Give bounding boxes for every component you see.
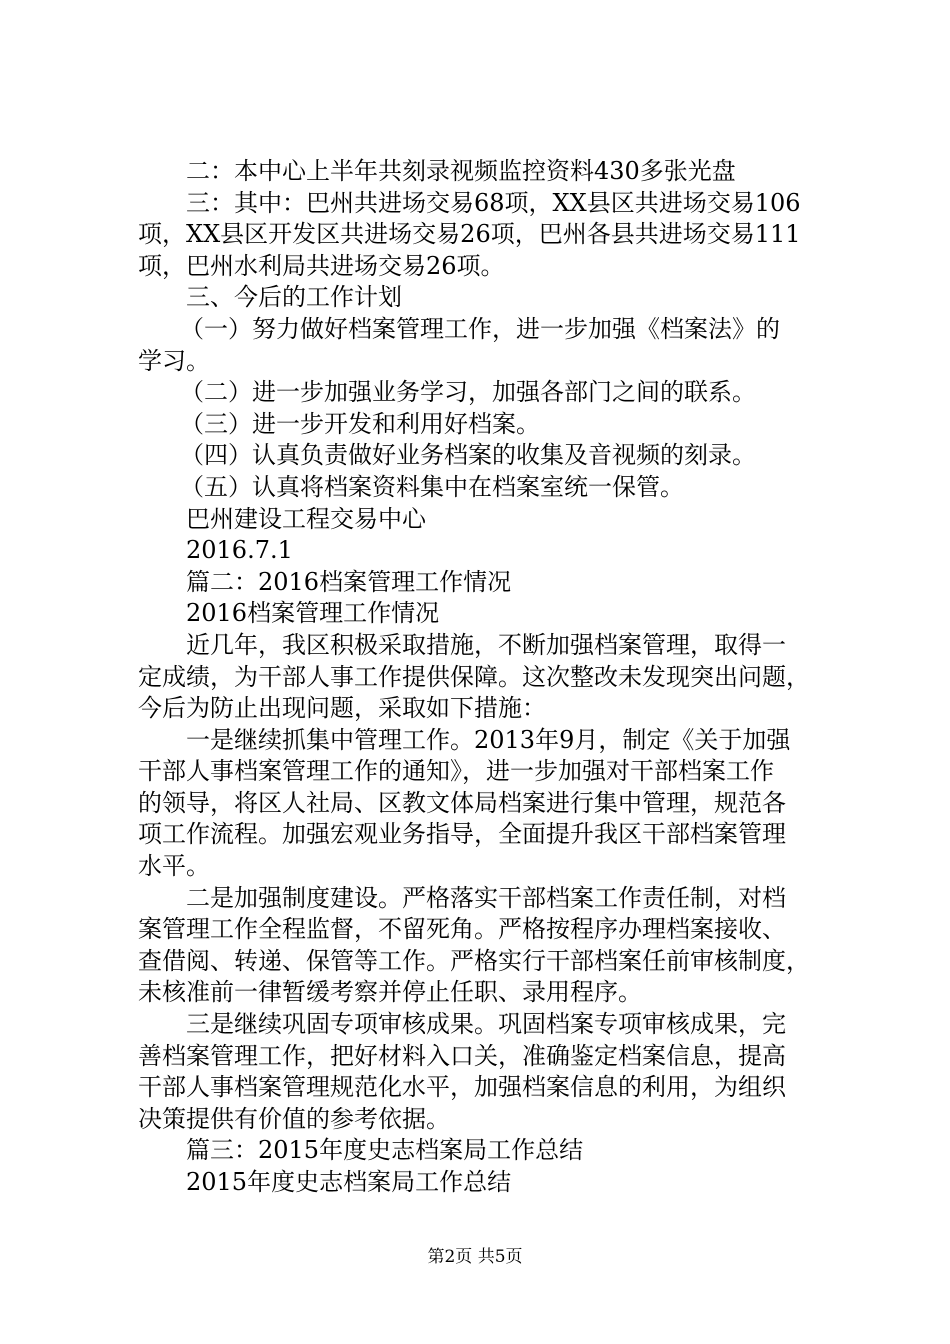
text-line: 项，XX县区开发区共进场交易26项，巴州各县共进场交易111 bbox=[138, 220, 801, 249]
text-line: 近几年，我区积极采取措施，不断加强档案管理，取得一 bbox=[186, 630, 786, 659]
text-line: 二：本中心上半年共刻录视频监控资料430多张光盘 bbox=[186, 157, 736, 185]
text-line: 学习。 bbox=[138, 346, 210, 375]
text-line: 决策提供有价值的参考依据。 bbox=[138, 1104, 450, 1133]
text-line: （二）进一步加强业务学习，加强各部门之间的联系。 bbox=[180, 378, 756, 407]
text-line: （三）进一步开发和利用好档案。 bbox=[180, 409, 540, 438]
text-line: 篇二：2016档案管理工作情况 bbox=[186, 567, 512, 596]
text-line: （四）认真负责做好业务档案的收集及音视频的刻录。 bbox=[180, 441, 756, 470]
text-line: （一）努力做好档案管理工作，进一步加强《档案法》的 bbox=[180, 314, 780, 343]
text-line: 水平。 bbox=[138, 852, 210, 881]
text-line: 一是继续抓集中管理工作。2013年9月，制定《关于加强 bbox=[186, 725, 791, 754]
text-line: 2016.7.1 bbox=[186, 536, 293, 565]
text-line: 案管理工作全程监督，不留死角。严格按程序办理档案接收、 bbox=[138, 915, 786, 944]
text-line: 查借阅、转递、保管等工作。严格实行干部档案任前审核制度， bbox=[138, 946, 810, 975]
text-line: 干部人事档案管理规范化水平，加强档案信息的利用，为组织 bbox=[138, 1073, 786, 1102]
text-line: 项工作流程。加强宏观业务指导，全面提升我区干部档案管理 bbox=[138, 820, 786, 849]
text-line: 三是继续巩固专项审核成果。巩固档案专项审核成果，完 bbox=[186, 1010, 786, 1039]
text-line: 2016档案管理工作情况 bbox=[186, 599, 440, 628]
text-line: 的领导，将区人社局、区教文体局档案进行集中管理，规范各 bbox=[138, 788, 786, 817]
text-line: 今后为防止出现问题，采取如下措施： bbox=[138, 694, 546, 723]
text-line: （五）认真将档案资料集中在档案室统一保管。 bbox=[180, 472, 684, 501]
text-line: 巴州建设工程交易中心 bbox=[186, 504, 426, 533]
text-line: 未核准前一律暂缓考察并停止任职、录用程序。 bbox=[138, 978, 642, 1007]
text-line: 篇三：2015年度史志档案局工作总结 bbox=[186, 1136, 584, 1165]
text-line: 二是加强制度建设。严格落实干部档案工作责任制，对档 bbox=[186, 883, 786, 912]
page-footer: 第2页 共5页 bbox=[427, 1247, 523, 1267]
text-line: 干部人事档案管理工作的通知》，进一步加强对干部档案工作 bbox=[138, 757, 774, 786]
document-body bbox=[138, 156, 838, 1199]
text-line: 2015年度史志档案局工作总结 bbox=[186, 1168, 512, 1196]
text-line: 三、今后的工作计划 bbox=[186, 283, 402, 312]
text-line: 三：其中：巴州共进场交易68项，XX县区共进场交易106 bbox=[186, 188, 801, 217]
text-line: 项，巴州水利局共进场交易26项。 bbox=[138, 251, 505, 280]
text-line: 定成绩，为干部人事工作提供保障。这次整改未发现突出问题， bbox=[138, 662, 810, 691]
text-line: 善档案管理工作，把好材料入口关，准确鉴定档案信息，提高 bbox=[138, 1041, 786, 1070]
